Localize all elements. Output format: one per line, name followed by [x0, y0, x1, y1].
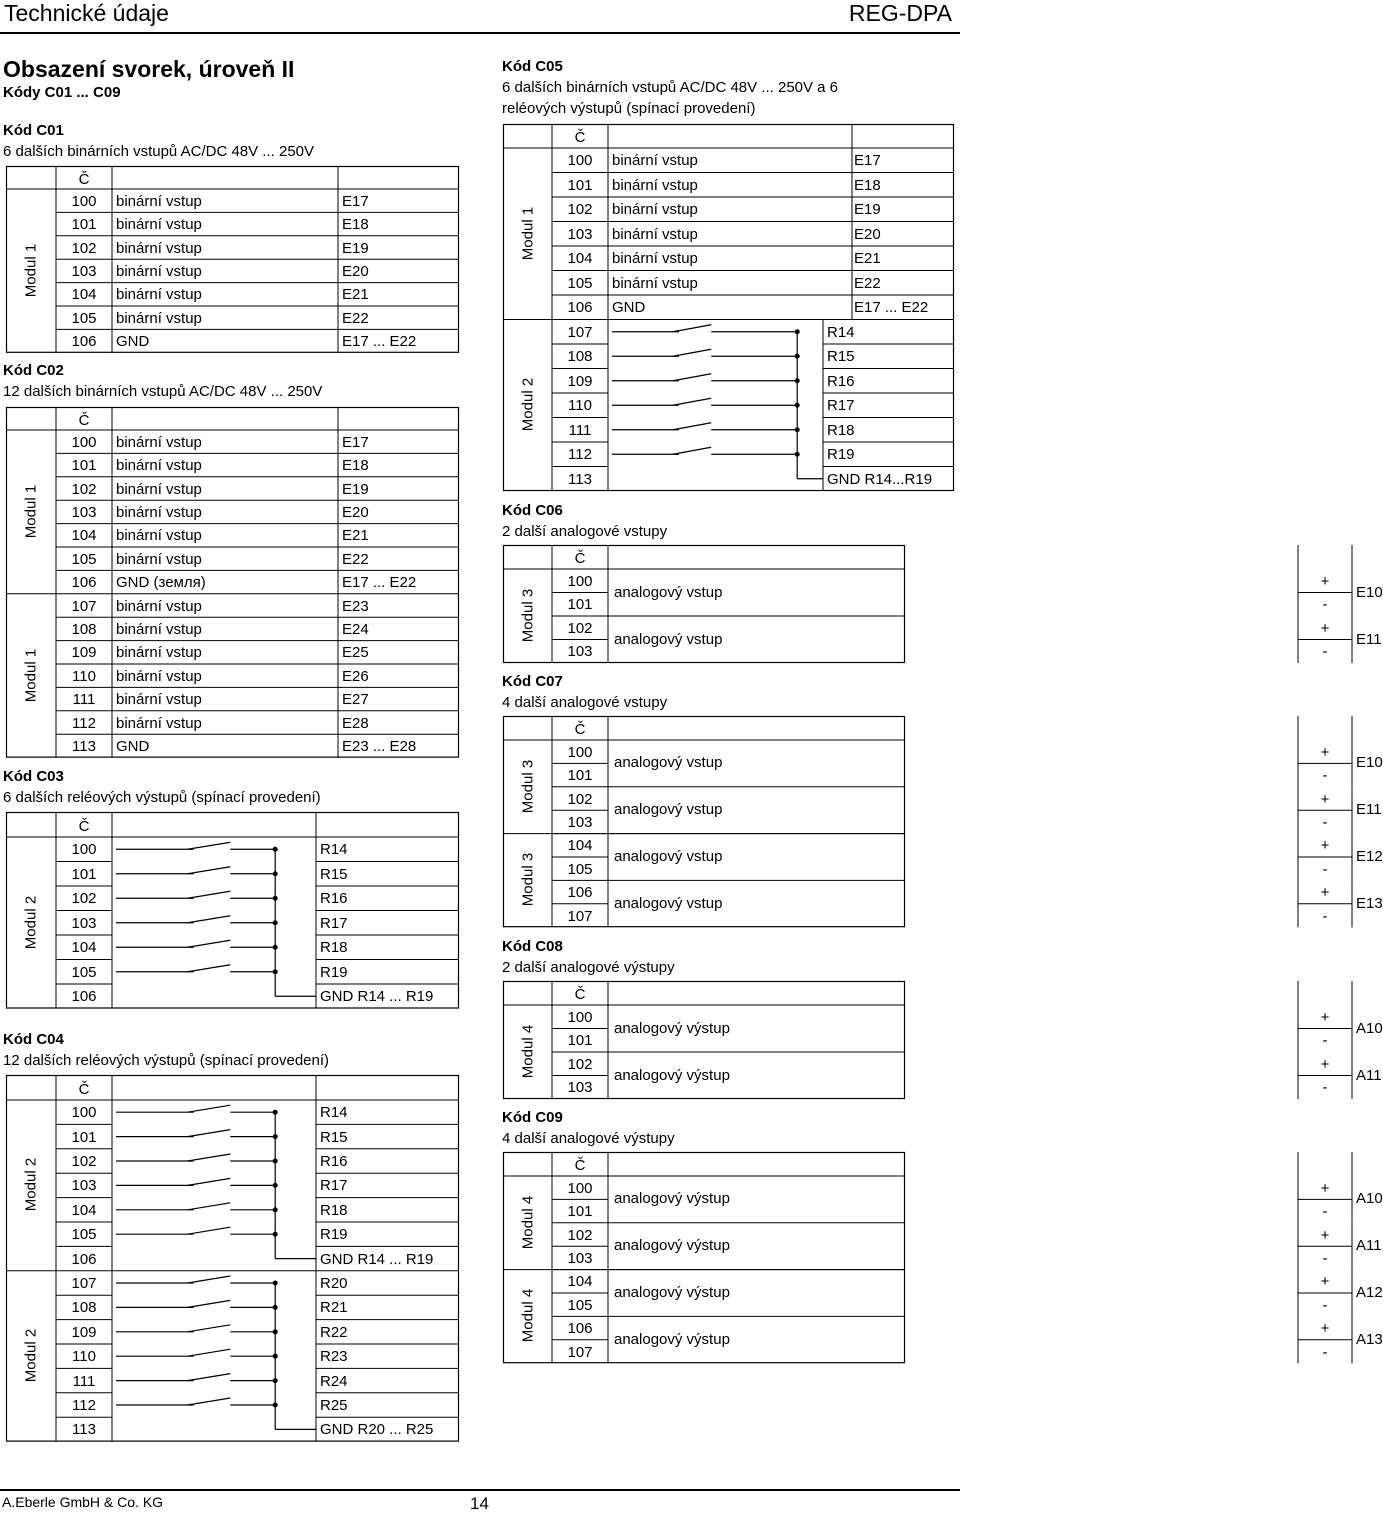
- polarity-sign: -: [1322, 1343, 1328, 1361]
- column-header-terminal: Č: [574, 129, 586, 146]
- c03-desc: 6 dalších reléových výstupů (spínací provedení): [3, 789, 321, 806]
- terminal-signal: R19: [827, 446, 855, 464]
- relay-contact-symbol: [116, 1227, 278, 1237]
- c06-terminal-table: [503, 545, 1383, 663]
- terminal-signal: E25: [342, 644, 369, 662]
- terminal-number: 106: [71, 1250, 97, 1268]
- module-label: Modul 2: [22, 1158, 40, 1212]
- footer-company: A.Eberle GmbH & Co. KG: [2, 1494, 164, 1510]
- terminal-signal: R20: [320, 1275, 348, 1292]
- terminal-number: 104: [567, 250, 593, 268]
- analog-function: analogový vstup: [614, 754, 723, 772]
- c07-title: Kód C07: [502, 673, 563, 690]
- relay-contact-symbol: [612, 349, 800, 359]
- header-product: REG-DPA: [848, 0, 952, 26]
- terminal-signal: R25: [320, 1397, 348, 1414]
- terminal-signal: E28: [342, 714, 369, 732]
- c07-desc: 4 další analogové vstupy: [502, 694, 668, 711]
- terminal-signal: E18: [342, 457, 369, 475]
- terminal-number: 100: [567, 1179, 593, 1197]
- terminal-signal: E17: [854, 152, 881, 170]
- terminal-number: 106: [71, 333, 97, 351]
- terminal-signal: R14: [320, 841, 348, 859]
- terminal-function: binární vstup: [612, 274, 698, 292]
- terminal-function: binární vstup: [612, 201, 698, 219]
- terminal-number: 104: [71, 939, 97, 957]
- analog-signal: E13: [1356, 894, 1383, 912]
- terminal-function: GND: [116, 333, 150, 351]
- relay-contact-symbol: [116, 1154, 278, 1164]
- relay-contact-symbol: [612, 325, 800, 335]
- terminal-number: 103: [567, 225, 593, 243]
- analog-signal: A10: [1356, 1190, 1383, 1208]
- terminal-number: 100: [567, 152, 593, 170]
- c02-desc: 12 dalších binárních vstupů AC/DC 48V ... 250V: [3, 383, 323, 400]
- terminal-number: 103: [567, 1079, 593, 1097]
- terminal-function: binární vstup: [116, 714, 202, 732]
- terminal-number: 111: [568, 421, 592, 439]
- terminal-number: 100: [567, 1008, 593, 1026]
- terminal-function: binární vstup: [116, 644, 202, 662]
- terminal-signal: R15: [320, 865, 348, 883]
- c07-terminal-table: [503, 716, 1383, 927]
- terminal-signal: R14: [320, 1104, 348, 1122]
- terminal-number: 111: [72, 1372, 96, 1390]
- terminal-signal: R22: [320, 1323, 348, 1341]
- terminal-number: 101: [567, 176, 593, 194]
- terminal-number: 103: [71, 914, 97, 932]
- c06-desc: 2 další analogové vstupy: [502, 523, 668, 540]
- terminal-signal: E19: [342, 480, 369, 498]
- polarity-sign: +: [1320, 1273, 1330, 1291]
- terminal-signal: E20: [854, 225, 881, 243]
- c01-terminal-table: [6, 166, 459, 353]
- polarity-sign: +: [1320, 837, 1330, 855]
- terminal-number: 100: [71, 1104, 97, 1122]
- terminal-number: 101: [567, 1032, 593, 1050]
- column-header-terminal: Č: [78, 817, 90, 835]
- terminal-signal: E23: [342, 597, 369, 615]
- analog-function: analogový vstup: [614, 894, 723, 912]
- terminal-signal: R21: [320, 1299, 348, 1317]
- terminal-number: 107: [567, 907, 593, 925]
- polarity-sign: -: [1322, 1079, 1328, 1097]
- polarity-sign: +: [1320, 1179, 1330, 1197]
- analog-signal: E11: [1356, 801, 1382, 819]
- polarity-sign: +: [1320, 1226, 1330, 1244]
- terminal-number: 108: [71, 1299, 97, 1317]
- terminal-number: 109: [71, 644, 97, 662]
- terminal-number: 106: [567, 299, 593, 317]
- terminal-signal: E17 ... E22: [854, 299, 929, 317]
- terminal-signal: R17: [827, 397, 855, 415]
- analog-function: analogový výstup: [614, 1066, 730, 1084]
- terminal-signal: R14: [827, 323, 855, 341]
- column-header-terminal: Č: [78, 170, 90, 188]
- module-label: Modul 1: [22, 648, 40, 702]
- terminal-number: 102: [567, 1226, 593, 1244]
- terminal-signal: E18: [342, 216, 369, 234]
- terminal-number: 104: [567, 837, 593, 855]
- terminal-number: 101: [71, 865, 97, 883]
- page-title: Obsazení svorek, úroveň II: [3, 56, 295, 82]
- terminal-number: 112: [568, 446, 592, 464]
- analog-signal: E12: [1356, 848, 1383, 865]
- terminal-function: binární vstup: [116, 216, 202, 234]
- analog-signal: A10: [1356, 1019, 1383, 1037]
- analog-signal: A11: [1356, 1066, 1382, 1084]
- terminal-signal: E21: [342, 286, 369, 304]
- polarity-sign: +: [1320, 1320, 1330, 1338]
- terminal-number: 108: [71, 620, 97, 638]
- relay-contact-symbol: [116, 940, 278, 950]
- terminal-function: binární vstup: [116, 527, 202, 545]
- module-label: Modul 4: [519, 1289, 536, 1343]
- terminal-number: 100: [71, 192, 97, 210]
- terminal-signal: GND R20 ... R25: [320, 1421, 434, 1439]
- terminal-function: binární vstup: [612, 152, 698, 170]
- terminal-function: binární vstup: [116, 192, 202, 210]
- terminal-signal: R15: [320, 1128, 348, 1146]
- module-label: Modul 4: [519, 1195, 536, 1249]
- terminal-number: 104: [71, 286, 97, 304]
- module-label: Modul 3: [519, 853, 536, 907]
- column-header-terminal: Č: [574, 721, 586, 738]
- analog-function: analogový vstup: [614, 848, 723, 865]
- terminal-function: GND: [116, 737, 150, 755]
- terminal-signal: R23: [320, 1348, 348, 1366]
- page-subtitle: Kódy C01 ... C09: [3, 84, 121, 101]
- polarity-sign: +: [1320, 743, 1330, 761]
- relay-contact-symbol: [116, 916, 278, 926]
- terminal-number: 110: [72, 1348, 96, 1366]
- analog-function: analogový vstup: [614, 801, 723, 819]
- terminal-function: binární vstup: [116, 286, 202, 304]
- analog-signal: A12: [1356, 1284, 1383, 1301]
- analog-signal: A13: [1356, 1330, 1383, 1348]
- terminal-number: 109: [71, 1323, 97, 1341]
- relay-contact-symbol: [116, 1203, 278, 1213]
- terminal-number: 102: [567, 790, 593, 808]
- polarity-sign: +: [1320, 1055, 1330, 1073]
- analog-function: analogový výstup: [614, 1330, 730, 1348]
- terminal-number: 103: [71, 262, 97, 280]
- polarity-sign: -: [1322, 596, 1328, 614]
- terminal-signal: E22: [342, 309, 369, 327]
- relay-contact-symbol: [116, 1178, 278, 1188]
- terminal-function: binární vstup: [116, 239, 202, 257]
- terminal-function: binární vstup: [612, 176, 698, 194]
- polarity-sign: -: [1322, 1296, 1328, 1314]
- polarity-sign: -: [1322, 1249, 1328, 1267]
- polarity-sign: +: [1320, 1008, 1330, 1026]
- polarity-sign: -: [1322, 860, 1328, 878]
- relay-contact-symbol: [612, 374, 800, 384]
- terminal-signal: E17: [342, 192, 369, 210]
- terminal-number: 102: [567, 201, 593, 219]
- terminal-number: 101: [567, 767, 593, 785]
- relay-contact-symbol: [612, 423, 800, 433]
- terminal-signal: E21: [342, 527, 369, 545]
- terminal-function: GND: [612, 299, 646, 317]
- terminal-function: binární vstup: [116, 457, 202, 475]
- c06-title: Kód C06: [502, 502, 563, 519]
- terminal-function: GND (земля): [116, 574, 206, 592]
- analog-function: analogový výstup: [614, 1237, 730, 1255]
- polarity-sign: -: [1322, 1032, 1328, 1050]
- polarity-sign: +: [1320, 619, 1330, 637]
- terminal-signal: E27: [342, 691, 369, 709]
- terminal-number: 107: [71, 1275, 97, 1292]
- c02-title: Kód C02: [3, 362, 64, 379]
- terminal-signal: GND R14...R19: [827, 470, 933, 488]
- terminal-signal: E23 ... E28: [342, 737, 417, 755]
- c01-title: Kód C01: [3, 122, 64, 139]
- terminal-number: 107: [71, 597, 97, 615]
- terminal-signal: R16: [827, 372, 855, 390]
- relay-common-bus: [275, 1283, 316, 1429]
- relay-common-bus: [797, 332, 823, 479]
- terminal-number: 103: [71, 503, 97, 521]
- terminal-number: 113: [568, 470, 592, 488]
- terminal-signal: E22: [854, 274, 881, 292]
- terminal-number: 101: [71, 216, 97, 234]
- terminal-number: 106: [71, 574, 97, 592]
- relay-contact-symbol: [116, 1374, 278, 1384]
- terminal-function: binární vstup: [116, 309, 202, 327]
- terminal-function: binární vstup: [116, 503, 202, 521]
- terminal-number: 102: [71, 239, 97, 257]
- c08-desc: 2 další analogové výstupy: [502, 959, 675, 976]
- c08-title: Kód C08: [502, 938, 563, 955]
- terminal-signal: R17: [320, 914, 348, 932]
- terminal-number: 104: [567, 1273, 593, 1291]
- terminal-function: binární vstup: [116, 480, 202, 498]
- column-header-terminal: Č: [574, 1157, 586, 1174]
- terminal-number: 103: [567, 813, 593, 831]
- terminal-number: 103: [71, 1177, 97, 1195]
- terminal-number: 101: [71, 1128, 97, 1146]
- column-header-terminal: Č: [574, 986, 586, 1003]
- terminal-signal: GND R14 ... R19: [320, 1250, 434, 1268]
- c05-desc-line2: reléových výstupů (spínací provedení): [502, 100, 756, 117]
- polarity-sign: -: [1322, 907, 1328, 925]
- terminal-function: binární vstup: [116, 620, 202, 638]
- c04-title: Kód C04: [3, 1031, 64, 1048]
- relay-common-bus: [275, 849, 316, 996]
- terminal-signal: E18: [854, 176, 881, 194]
- terminal-number: 104: [71, 1201, 97, 1219]
- page-number: 14: [470, 1494, 489, 1513]
- analog-function: analogový výstup: [614, 1019, 730, 1037]
- terminal-signal: R17: [320, 1177, 348, 1195]
- terminal-function: binární vstup: [612, 225, 698, 243]
- page-header: [0, 0, 960, 34]
- c05-desc-line1: 6 dalších binárních vstupů AC/DC 48V ... 250V a 6: [502, 79, 839, 96]
- c08-terminal-table: [503, 981, 1383, 1099]
- polarity-sign: +: [1320, 884, 1330, 902]
- terminal-number: 105: [71, 550, 97, 568]
- terminal-signal: R19: [320, 963, 348, 981]
- terminal-function: binární vstup: [116, 433, 202, 451]
- polarity-sign: +: [1320, 572, 1330, 590]
- module-label: Modul 3: [519, 759, 536, 813]
- terminal-signal: R19: [320, 1226, 348, 1244]
- c03-title: Kód C03: [3, 768, 64, 785]
- c04-terminal-table: [6, 1075, 459, 1442]
- c09-terminal-table: [503, 1152, 1383, 1363]
- terminal-number: 100: [567, 572, 593, 590]
- terminal-number: 101: [567, 596, 593, 614]
- analog-function: analogový výstup: [614, 1284, 730, 1301]
- terminal-number: 102: [567, 619, 593, 637]
- terminal-number: 102: [71, 480, 97, 498]
- polarity-sign: -: [1322, 1203, 1328, 1221]
- terminal-number: 102: [567, 1055, 593, 1073]
- terminal-signal: R16: [320, 1153, 348, 1170]
- c05-terminal-table: [503, 124, 954, 491]
- relay-contact-symbol: [116, 1398, 278, 1408]
- terminal-function: binární vstup: [116, 691, 202, 709]
- c09-desc: 4 další analogové výstupy: [502, 1130, 675, 1147]
- relay-contact-symbol: [612, 398, 800, 408]
- relay-contact-symbol: [116, 1349, 278, 1359]
- relay-contact-symbol: [116, 965, 278, 975]
- c01-desc: 6 dalších binárních vstupů AC/DC 48V ... 250V: [3, 143, 315, 160]
- column-header-terminal: Č: [78, 1080, 90, 1098]
- terminal-number: 107: [567, 1343, 593, 1361]
- terminal-number: 111: [72, 691, 96, 709]
- terminal-number: 105: [71, 309, 97, 327]
- terminal-signal: R18: [320, 939, 348, 957]
- relay-contact-symbol: [116, 1325, 278, 1335]
- c09-title: Kód C09: [502, 1109, 563, 1126]
- polarity-sign: -: [1322, 767, 1328, 785]
- terminal-number: 105: [567, 860, 593, 878]
- terminal-number: 113: [72, 1421, 96, 1439]
- analog-function: analogový vstup: [614, 630, 723, 648]
- relay-contact-symbol: [116, 891, 278, 901]
- terminal-number: 100: [71, 433, 97, 451]
- terminal-signal: E17 ... E22: [342, 333, 417, 351]
- terminal-number: 112: [72, 1397, 96, 1414]
- c05-title: Kód C05: [502, 58, 563, 75]
- polarity-sign: -: [1322, 813, 1328, 831]
- terminal-number: 102: [71, 1153, 97, 1170]
- c03-terminal-table: [6, 812, 459, 1009]
- module-label: Modul 2: [22, 895, 40, 949]
- module-label: Modul 4: [519, 1024, 536, 1079]
- terminal-number: 113: [72, 737, 96, 755]
- terminal-number: 110: [568, 397, 592, 415]
- analog-function: analogový vstup: [614, 583, 723, 601]
- terminal-number: 106: [71, 988, 97, 1006]
- terminal-signal: R15: [827, 348, 855, 366]
- polarity-sign: -: [1322, 643, 1328, 661]
- analog-signal: E11: [1356, 630, 1382, 648]
- terminal-number: 103: [567, 643, 593, 661]
- terminal-function: binární vstup: [116, 262, 202, 280]
- terminal-signal: E26: [342, 667, 369, 685]
- terminal-number: 106: [567, 884, 593, 902]
- module-label: Modul 2: [22, 1329, 40, 1383]
- analog-function: analogový výstup: [614, 1190, 730, 1208]
- terminal-signal: E24: [342, 620, 369, 638]
- terminal-signal: R24: [320, 1372, 348, 1390]
- terminal-signal: E20: [342, 503, 369, 521]
- page-footer: [0, 1489, 960, 1513]
- terminal-signal: E17: [342, 433, 369, 451]
- relay-contact-symbol: [116, 842, 278, 852]
- terminal-function: binární vstup: [116, 667, 202, 685]
- relay-contact-symbol: [116, 1300, 278, 1310]
- terminal-number: 104: [71, 527, 97, 545]
- terminal-signal: E21: [854, 250, 881, 268]
- terminal-number: 101: [71, 457, 97, 475]
- relay-contact-symbol: [116, 1105, 278, 1115]
- relay-contact-symbol: [116, 1276, 278, 1286]
- module-label: Modul 2: [519, 378, 536, 432]
- terminal-signal: E19: [342, 239, 369, 257]
- module-label: Modul 1: [22, 243, 40, 298]
- terminal-signal: E20: [342, 262, 369, 280]
- analog-signal: E10: [1356, 583, 1383, 601]
- c04-desc: 12 dalších reléových výstupů (spínací provedení): [3, 1052, 330, 1069]
- terminal-signal: R18: [827, 421, 855, 439]
- terminal-number: 106: [567, 1320, 593, 1338]
- terminal-number: 105: [567, 274, 593, 292]
- terminal-signal: R18: [320, 1201, 348, 1219]
- header-title: Technické údaje: [4, 0, 169, 26]
- terminal-number: 112: [72, 714, 96, 732]
- terminal-function: binární vstup: [612, 250, 698, 268]
- relay-contact-symbol: [116, 1130, 278, 1140]
- terminal-number: 110: [72, 667, 96, 685]
- terminal-number: 102: [71, 890, 97, 908]
- module-label: Modul 1: [22, 484, 40, 539]
- relay-common-bus: [275, 1112, 316, 1258]
- terminal-number: 100: [567, 743, 593, 761]
- module-label: Modul 3: [519, 588, 536, 643]
- polarity-sign: +: [1320, 790, 1330, 808]
- terminal-signal: E22: [342, 550, 369, 568]
- terminal-number: 107: [567, 323, 593, 341]
- terminal-signal: E19: [854, 201, 881, 219]
- terminal-number: 101: [567, 1203, 593, 1221]
- terminal-number: 105: [71, 963, 97, 981]
- terminal-signal: R16: [320, 890, 348, 908]
- terminal-number: 108: [567, 348, 593, 366]
- relay-contact-symbol: [612, 447, 800, 457]
- analog-signal: A11: [1356, 1237, 1382, 1255]
- column-header-terminal: Č: [78, 411, 90, 429]
- terminal-number: 105: [567, 1296, 593, 1314]
- terminal-signal: GND R14 ... R19: [320, 988, 434, 1006]
- terminal-number: 105: [71, 1226, 97, 1244]
- column-header-terminal: Č: [574, 550, 586, 567]
- terminal-signal: E17 ... E22: [342, 574, 417, 592]
- analog-signal: E10: [1356, 754, 1383, 772]
- terminal-function: binární vstup: [116, 550, 202, 568]
- terminal-number: 103: [567, 1249, 593, 1267]
- terminal-number: 100: [71, 841, 97, 859]
- terminal-number: 109: [567, 372, 593, 390]
- relay-contact-symbol: [116, 867, 278, 877]
- terminal-function: binární vstup: [116, 597, 202, 615]
- module-label: Modul 1: [519, 206, 536, 260]
- c02-terminal-table: [6, 407, 459, 758]
